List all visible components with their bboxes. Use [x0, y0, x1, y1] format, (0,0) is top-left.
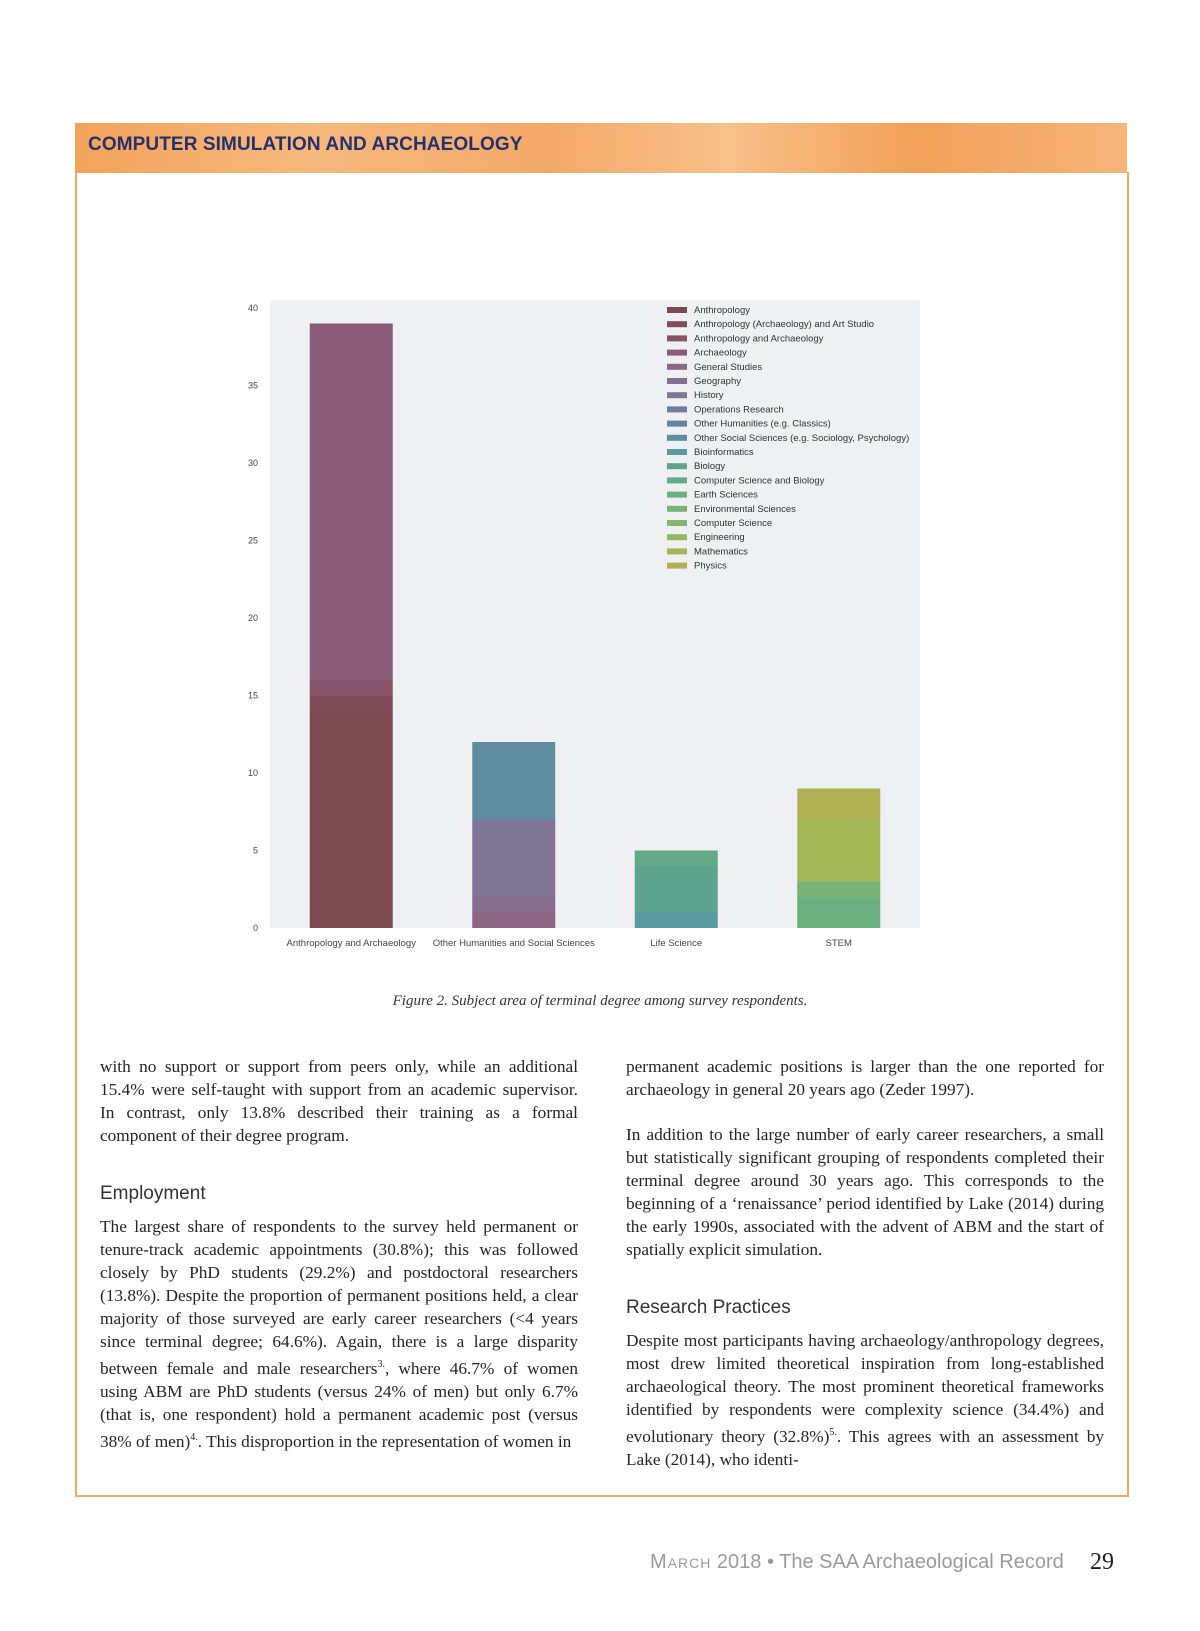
legend-swatch	[667, 378, 687, 384]
legend-swatch	[667, 520, 687, 526]
paragraph: The largest share of respondents to the survey held permanent or tenure-track academic appointments (30.8%); this was followed closely by PhD students (29.2%) and postdoctoral researchers (13.8%). Despite the proportion of permanent positions held, a clear majority of those surveyed are early career researchers (<4 years since terminal degree; 64.6%). Again, there is a large disparity between female and male researchers$^{3.}$, where 46.7% of women using ABM are PhD students (versus 24% of men) but only 6.7% (that is, one respondent) hold a permanent academic post (versus 38% of men)$^{4.}$. This disproportion in the representation of women in	[100, 1217, 578, 1451]
bar-segment	[635, 851, 718, 867]
bar-segment	[635, 913, 718, 929]
paragraph: with no support or support from peers only, while an additional 15.4% were self-taught with support from an academic supervisor. In contrast, only 13.8% described their training as a formal component of their degree program.	[100, 1057, 578, 1145]
legend-entry: Earth Sciences	[694, 489, 758, 501]
section-heading-research-practices: Research Practices	[626, 1297, 791, 1318]
right-column	[626, 1055, 1104, 1471]
paragraph: In addition to the large number of early career researchers, a small but statistically significant grouping of respondents completed their terminal degree around 30 years ago. This corresponds to the beginning of a ‘renaissance’ period identified by Lake (2014) during the early 1990s, associated with the advent of ABM and the start of spatially explicit simulation.	[626, 1125, 1104, 1259]
legend-entry: Environmental Sciences	[694, 503, 796, 515]
legend-entry: Anthropology and Archaeology	[694, 333, 824, 345]
y-tick-label: 5	[252, 845, 258, 856]
legend-swatch	[667, 477, 687, 483]
stacked-bar-chart	[225, 300, 945, 960]
bar-segment	[797, 820, 880, 882]
bar-segment	[310, 680, 393, 696]
legend-swatch	[667, 335, 687, 341]
legend-entry: Engineering	[694, 532, 745, 544]
legend-entry: Physics	[694, 560, 727, 572]
legend-swatch	[667, 364, 687, 370]
legend-entry: Anthropology	[694, 305, 750, 316]
figure-2-chart	[225, 300, 945, 965]
section-header	[75, 123, 1127, 173]
legend-swatch	[667, 534, 687, 540]
legend-entry: Bioinformatics	[694, 447, 754, 458]
y-tick-label: 10	[247, 768, 258, 778]
legend-entry: Geography	[694, 376, 742, 387]
legend-entry: Computer Science and Biology	[694, 475, 825, 487]
legend-swatch	[667, 506, 687, 512]
x-tick-label: Life Science	[650, 938, 703, 949]
footnote-ref: 4.	[190, 1431, 198, 1443]
legend-entry: Other Social Sciences (e.g. Sociology, Psychology)	[694, 432, 910, 444]
figure-caption: Figure 2. Subject area of terminal degree among survey respondents.	[392, 993, 808, 1009]
footnote-ref: 5.	[829, 1427, 837, 1438]
legend-swatch	[667, 392, 687, 398]
bar-segment	[797, 882, 880, 898]
y-tick-label: 35	[247, 380, 258, 391]
legend-swatch	[667, 563, 687, 569]
paragraph: permanent academic positions is larger than the one reported for archaeology in general 20 years ago (Zeder 1997).	[626, 1057, 1104, 1099]
bar-segment	[472, 913, 555, 929]
y-tick-label: 40	[247, 303, 258, 313]
y-tick-label: 25	[247, 535, 258, 546]
legend-swatch	[667, 307, 687, 313]
footnote-ref: 3.	[377, 1359, 385, 1370]
legend-entry: Other Humanities (e.g. Classics)	[694, 418, 831, 430]
bar-segment	[635, 866, 718, 913]
y-tick-label: 15	[247, 690, 258, 701]
bar-segment	[472, 897, 555, 913]
section-heading-employment: Employment	[100, 1183, 206, 1204]
section-title: COMPUTER SIMULATION AND ARCHAEOLOGY	[88, 134, 523, 155]
bar-segment	[797, 897, 880, 928]
legend-swatch	[667, 548, 687, 554]
bar-segment	[472, 820, 555, 898]
legend-entry: Biology	[694, 461, 726, 473]
legend-entry: History	[694, 390, 724, 402]
legend-swatch	[667, 421, 687, 427]
x-tick-label: Anthropology and Archaeology	[286, 938, 416, 949]
legend-entry: Anthropology (Archaeology) and Art Studio	[694, 319, 875, 331]
paragraph: Despite most participants having archaeology/anthropology degrees, most drew limited theoretical inspiration from long-established archaeological theory. The most prominent theoretical frameworks identified by respondents were complexity science (34.4%) and evolutionary theory $(32.8\%)^{5.}$. This agrees with an assessment by Lake (2014), who identi-	[626, 1331, 1104, 1469]
legend-swatch	[667, 350, 687, 356]
legend-entry: Operations Research	[694, 404, 784, 416]
legend-entry: Archaeology	[694, 347, 747, 359]
bar-segment	[472, 742, 555, 820]
legend-swatch	[667, 406, 687, 412]
x-tick-label: Other Humanities and Social Sciences	[432, 938, 595, 949]
legend-swatch	[667, 492, 687, 498]
legend-swatch	[667, 435, 687, 441]
bar-segment	[310, 711, 393, 928]
y-tick-label: 30	[247, 458, 258, 468]
legend-entry: Computer Science	[694, 518, 773, 529]
footer-publication: March 2018 • The SAA Archaeological Record	[650, 1551, 1064, 1573]
x-tick-label: STEM	[825, 938, 852, 949]
page-number: 29	[1090, 1549, 1114, 1575]
legend-swatch	[667, 321, 687, 327]
legend-entry: Mathematics	[694, 546, 748, 558]
legend-swatch	[667, 449, 687, 455]
bar-segment	[797, 789, 880, 820]
y-tick-label: 0	[252, 923, 258, 933]
bar-segment	[310, 696, 393, 712]
legend-entry: General Studies	[694, 361, 763, 373]
bar-segment	[310, 324, 393, 681]
y-tick-label: 20	[247, 613, 258, 623]
left-column	[100, 1055, 578, 1453]
legend-swatch	[667, 463, 687, 469]
